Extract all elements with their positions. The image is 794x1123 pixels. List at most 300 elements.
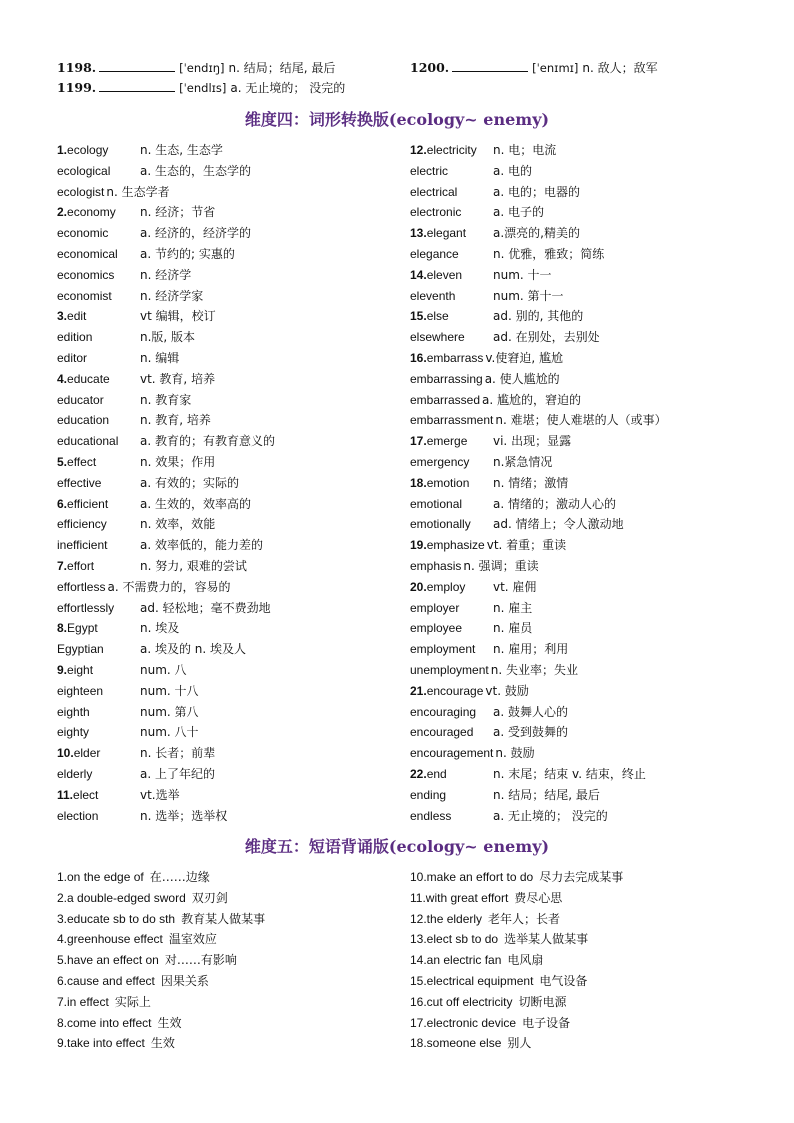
word-meaning: vt. 鼓励 — [485, 683, 529, 698]
word-meaning: a. 使人尴尬的 — [484, 371, 560, 386]
word-meaning: a. 无止境的； 没完的 — [493, 808, 608, 823]
word-number: 8. — [57, 621, 68, 636]
word-text: economical — [57, 246, 118, 261]
meaning: a. 无止境的； 没完的 — [230, 81, 346, 95]
word-entry — [57, 202, 427, 223]
word-term — [410, 806, 493, 827]
word-term — [57, 743, 140, 764]
word-text: economics — [57, 267, 115, 282]
word-number: 20. — [410, 579, 427, 594]
word-entry — [410, 369, 780, 390]
word-entry — [410, 140, 780, 161]
word-entry — [410, 494, 780, 515]
word-meaning: vt. 着重；重读 — [486, 538, 567, 553]
word-text: elsewhere — [410, 330, 465, 345]
word-text: effortlessly — [57, 600, 115, 615]
word-term — [410, 431, 493, 452]
word-meaning: n. 结局；结尾, 最后 — [493, 787, 600, 802]
word-term — [410, 348, 483, 369]
word-text: embarrassment — [410, 413, 494, 428]
word-text: emotional — [410, 496, 463, 511]
word-number: 16. — [410, 350, 427, 365]
word-term — [410, 452, 493, 473]
word-term — [410, 410, 493, 431]
answer-blank[interactable] — [99, 61, 175, 72]
word-entry — [410, 556, 780, 577]
word-text: emotion — [426, 475, 470, 490]
word-number: 13. — [410, 226, 427, 241]
word-entry — [57, 702, 427, 723]
word-text: editor — [57, 350, 88, 365]
word-entry — [57, 660, 427, 681]
word-entry — [57, 598, 427, 619]
phrase-english: 4.greenhouse effect — [57, 932, 163, 947]
word-term — [57, 639, 140, 660]
word-entry — [410, 265, 780, 286]
word-entry — [410, 202, 780, 223]
word-text: efficient — [67, 496, 109, 511]
word-meaning: n. 情绪；激情 — [493, 475, 569, 490]
word-meaning: a. 电的 — [493, 163, 532, 178]
phrase-chinese: 电子设备 — [522, 1015, 571, 1030]
word-meaning: n. 教育, 培养 — [140, 413, 211, 428]
phrase-entry — [410, 909, 780, 930]
phrase-entry — [57, 909, 427, 930]
word-meaning: n. 优雅，雅致；简练 — [493, 246, 605, 261]
word-term — [410, 327, 493, 348]
word-meaning: a. 经济的，经济学的 — [140, 226, 251, 241]
word-entry — [410, 161, 780, 182]
word-entry — [57, 806, 427, 827]
word-meaning: vt 编辑，校订 — [140, 309, 216, 324]
word-text: ecologist — [57, 184, 105, 199]
word-text: emerge — [426, 434, 468, 449]
word-number: 1. — [57, 143, 68, 157]
word-meaning: a. 生效的，效率高的 — [140, 496, 251, 511]
answer-blank[interactable] — [452, 61, 528, 72]
word-text: else — [426, 309, 449, 324]
word-meaning: n.紧急情况 — [493, 454, 553, 469]
word-meaning: a. 尴尬的，窘迫的 — [482, 392, 582, 407]
word-meaning: a. 上了年纪的 — [140, 766, 215, 781]
word-text: eight — [67, 662, 94, 677]
word-term — [57, 764, 140, 785]
word-meaning: n. 效率，效能 — [140, 517, 216, 532]
word-term — [57, 598, 140, 619]
word-meaning: ad. 情绪上；令人激动地 — [493, 517, 624, 532]
phrase-english: 14.an electric fan — [410, 953, 502, 968]
word-text: employment — [410, 642, 476, 657]
phrase-entry — [57, 971, 427, 992]
phrase-entry — [57, 867, 427, 888]
word-number: 15. — [410, 309, 427, 324]
word-term — [57, 785, 140, 806]
phrase-english: 3.educate sb to do sth — [57, 911, 176, 926]
word-number: 5. — [57, 454, 68, 469]
word-meaning: a. 节约的; 实惠的 — [140, 246, 235, 261]
word-meaning: v.使窘迫, 尴尬 — [485, 350, 563, 365]
word-text: effective — [57, 475, 102, 490]
word-term — [57, 660, 140, 681]
word-text: Egypt — [67, 621, 98, 636]
word-entry — [410, 806, 780, 827]
word-meaning: n. 编辑 — [140, 350, 180, 365]
word-entry — [410, 681, 780, 702]
word-entry — [57, 494, 427, 515]
word-meaning: num. 十一 — [493, 267, 552, 282]
word-text: end — [426, 766, 447, 781]
word-term — [57, 161, 140, 182]
word-term — [57, 265, 140, 286]
word-entry — [57, 535, 427, 556]
word-text: election — [57, 808, 99, 823]
word-entry — [57, 369, 427, 390]
phonetic: [ˈenɪmɪ] — [532, 61, 579, 75]
word-term — [57, 722, 140, 743]
word-meaning: n. 经济；节省 — [140, 205, 216, 220]
phrase-entry — [57, 950, 427, 971]
word-term — [410, 556, 461, 577]
phrase-chinese: 双刃剑 — [191, 890, 228, 905]
word-entry — [57, 514, 427, 535]
word-meaning: n. 失业率；失业 — [490, 662, 578, 677]
phrase-entry — [410, 992, 780, 1013]
word-term — [410, 265, 493, 286]
word-text: inefficient — [57, 538, 108, 553]
word-entry — [57, 244, 427, 265]
word-term — [410, 598, 493, 619]
phrase-chinese: 生效 — [157, 1015, 182, 1030]
word-number: 11. — [57, 787, 74, 802]
word-entry — [57, 286, 427, 307]
word-meaning: n. 生态学者 — [106, 184, 170, 199]
word-text: electric — [410, 163, 449, 178]
phrase-entry — [57, 1033, 427, 1054]
word-term — [410, 140, 493, 161]
word-entry — [57, 182, 427, 203]
word-meaning: n. 长者；前辈 — [140, 746, 216, 761]
word-text: electrical — [410, 184, 458, 199]
word-meaning: vt. 雇佣 — [493, 579, 537, 594]
word-entry — [410, 410, 780, 431]
meaning: n. 结局；结尾, 最后 — [228, 61, 336, 75]
word-entry — [410, 764, 780, 785]
word-term — [57, 410, 140, 431]
word-term — [57, 348, 140, 369]
word-text: encourage — [426, 683, 484, 698]
word-entry — [410, 223, 780, 244]
phrase-english: 16.cut off electricity — [410, 994, 513, 1009]
phrase-chinese: 选举某人做某事 — [504, 932, 589, 947]
word-entry — [57, 431, 427, 452]
word-term — [410, 764, 493, 785]
word-term — [57, 806, 140, 827]
word-meaning: n. 难堪；使人难堪的人（或事） — [495, 413, 667, 428]
phrase-chinese: 在……边缘 — [149, 870, 210, 884]
word-entry — [57, 348, 427, 369]
word-text: eleventh — [410, 288, 456, 303]
word-meaning: a.漂亮的,精美的 — [493, 226, 580, 241]
word-entry — [410, 390, 780, 411]
section-4-title: 维度四：词形转换版(ecology~ enemy) — [244, 110, 550, 129]
word-text: encouragement — [410, 746, 494, 761]
phrase-chinese: 切断电源 — [518, 994, 567, 1009]
word-text: eighth — [57, 704, 90, 719]
word-meaning: n. 教育家 — [140, 392, 192, 407]
word-number: 4. — [57, 371, 68, 386]
word-entry — [410, 618, 780, 639]
word-entry — [410, 660, 780, 681]
phrase-english: 17.electronic device — [410, 1015, 517, 1030]
word-meaning: n. 末尾；结束 v. 结束，终止 — [493, 766, 646, 781]
word-entry — [57, 577, 427, 598]
word-entry — [57, 556, 427, 577]
word-term — [57, 577, 105, 598]
word-term — [57, 369, 140, 390]
word-entry — [410, 182, 780, 203]
word-entry — [57, 223, 427, 244]
word-text: ending — [410, 787, 447, 802]
word-number: 3. — [57, 309, 68, 324]
phrase-entry — [57, 992, 427, 1013]
word-text: electronic — [410, 205, 462, 220]
word-text: effort — [67, 558, 95, 573]
word-text: endless — [410, 808, 452, 823]
word-forms-right-column — [410, 140, 780, 826]
word-term — [57, 702, 140, 723]
word-meaning: a. 电子的 — [493, 205, 544, 220]
word-meaning: n. 电；电流 — [493, 143, 557, 157]
phrase-chinese: 别人 — [507, 1036, 532, 1051]
word-text: unemployment — [410, 662, 489, 677]
word-text: elder — [73, 746, 101, 761]
word-text: emotionally — [410, 517, 471, 532]
word-term — [410, 223, 493, 244]
word-number: 12. — [410, 143, 427, 157]
word-text: encouraging — [410, 704, 477, 719]
word-text: emphasis — [410, 558, 462, 573]
phrase-chinese: 实际上 — [114, 994, 151, 1009]
word-term — [410, 494, 493, 515]
phrase-entry — [410, 1013, 780, 1034]
word-term — [410, 743, 493, 764]
word-text: employer — [410, 600, 460, 615]
word-text: elegant — [426, 226, 467, 241]
word-text: elect — [73, 787, 99, 802]
word-meaning: vi. 出现；显露 — [493, 434, 572, 449]
phrase-english: 15.electrical equipment — [410, 973, 534, 988]
word-number: 19. — [410, 538, 427, 553]
word-term — [57, 618, 140, 639]
word-text: educational — [57, 434, 119, 449]
word-term — [410, 577, 493, 598]
phrase-english: 18.someone else — [410, 1036, 502, 1051]
phrase-entry — [410, 867, 780, 888]
word-meaning: vt.选举 — [140, 787, 180, 802]
word-meaning: a. 埃及的 n. 埃及人 — [140, 642, 247, 657]
word-number: 21. — [410, 683, 427, 698]
word-number: 7. — [57, 558, 68, 573]
phrase-chinese: 费尽心思 — [514, 890, 563, 905]
phrase-chinese: 温室效应 — [168, 932, 217, 947]
word-entry — [410, 785, 780, 806]
phrase-english: 12.the elderly — [410, 911, 483, 926]
phrase-entry — [410, 888, 780, 909]
word-meaning: num. 八十 — [140, 725, 199, 740]
word-meaning: n. 鼓励 — [495, 746, 535, 761]
word-text: edit — [67, 309, 87, 324]
word-meaning: num. 十八 — [140, 683, 199, 698]
word-number: 14. — [410, 267, 427, 282]
phrase-entry — [57, 929, 427, 950]
word-text: emphasize — [426, 538, 485, 553]
word-text: emergency — [410, 454, 470, 469]
phrase-chinese: 电气设备 — [539, 973, 588, 988]
word-entry — [57, 764, 427, 785]
word-term — [410, 722, 493, 743]
word-text: embarrassed — [410, 392, 481, 407]
word-entry — [57, 410, 427, 431]
word-term — [57, 327, 140, 348]
word-meaning: n.版, 版本 — [140, 330, 196, 345]
word-text: ecology — [67, 143, 109, 157]
word-term — [410, 244, 493, 265]
word-term — [57, 535, 140, 556]
word-number: 6. — [57, 496, 68, 511]
phrase-chinese: 因果关系 — [160, 973, 209, 988]
word-term — [410, 286, 493, 307]
word-term — [410, 473, 493, 494]
phrase-chinese: 电风扇 — [507, 953, 544, 968]
word-meaning: ad. 在别处，去别处 — [493, 330, 600, 345]
phrase-entry — [57, 1013, 427, 1034]
word-term — [57, 202, 140, 223]
word-meaning: num. 第八 — [140, 704, 199, 719]
word-text: Egyptian — [57, 642, 104, 657]
word-meaning: a. 生态的，生态学的 — [140, 163, 251, 178]
word-term — [57, 431, 140, 452]
word-entry — [410, 286, 780, 307]
word-number: 22. — [410, 766, 427, 781]
phrase-english: 8.come into effect — [57, 1015, 152, 1030]
word-term — [57, 306, 140, 327]
word-entry — [57, 681, 427, 702]
phrase-english: 10.make an effort to do — [410, 870, 534, 884]
word-meaning: a. 有效的；实际的 — [140, 475, 239, 490]
word-text: ecological — [57, 163, 111, 178]
word-entry — [57, 785, 427, 806]
word-meaning: num. 八 — [140, 662, 187, 677]
word-entry — [57, 306, 427, 327]
item-number: 1199. — [57, 80, 97, 95]
word-number: 2. — [57, 205, 68, 220]
phrase-entry — [410, 950, 780, 971]
word-meaning: n. 雇员 — [493, 621, 533, 636]
word-meaning: n. 选举；选举权 — [140, 808, 228, 823]
word-meaning: a. 电的；电器的 — [493, 184, 580, 199]
word-term — [410, 660, 489, 681]
word-term — [57, 473, 140, 494]
word-number: 18. — [410, 475, 427, 490]
word-number: 9. — [57, 662, 68, 677]
word-meaning: n. 经济学 — [140, 267, 192, 282]
meaning: n. 敌人；敌军 — [582, 61, 658, 75]
word-forms-left-column — [57, 140, 427, 826]
word-entry — [410, 535, 780, 556]
word-meaning: n. 效果；作用 — [140, 454, 216, 469]
word-entry — [410, 702, 780, 723]
word-entry — [57, 743, 427, 764]
answer-blank[interactable] — [99, 81, 175, 92]
word-number: 10. — [57, 746, 74, 761]
word-entry — [410, 598, 780, 619]
word-meaning: n. 雇主 — [493, 600, 533, 615]
word-entry — [410, 306, 780, 327]
phrase-english: 9.take into effect — [57, 1036, 145, 1051]
word-entry — [57, 722, 427, 743]
word-meaning: num. 第十一 — [493, 288, 564, 303]
word-term — [410, 681, 483, 702]
word-meaning: n. 努力, 艰难的尝试 — [140, 558, 247, 573]
word-text: eighteen — [57, 683, 104, 698]
phrase-english: 11.with great effort — [410, 890, 509, 905]
phrase-english: 7.in effect — [57, 994, 109, 1009]
word-term — [410, 369, 483, 390]
blank-item-1198 — [57, 60, 335, 76]
word-entry — [57, 618, 427, 639]
phrase-chinese: 尽力去完成某事 — [539, 870, 624, 884]
phrase-chinese: 生效 — [150, 1036, 175, 1051]
word-text: educator — [57, 392, 104, 407]
word-meaning: a. 效率低的，能力差的 — [140, 538, 263, 553]
word-meaning: ad. 别的, 其他的 — [493, 309, 584, 324]
word-text: educate — [67, 371, 110, 386]
word-text: education — [57, 413, 110, 428]
blank-item-1199 — [57, 80, 345, 96]
word-text: eighty — [57, 725, 90, 740]
word-meaning: ad. 轻松地；毫不费劲地 — [140, 600, 271, 615]
word-term — [410, 514, 493, 535]
phrase-chinese: 对……有影响 — [164, 953, 237, 968]
word-text: economist — [57, 288, 112, 303]
word-term — [410, 785, 493, 806]
phrase-chinese: 教育某人做某事 — [181, 911, 266, 926]
word-text: elderly — [57, 766, 93, 781]
word-meaning: a. 鼓舞人心的 — [493, 704, 568, 719]
phrases-right-column — [410, 867, 780, 1054]
word-text: embarrass — [426, 350, 484, 365]
word-term — [57, 681, 140, 702]
word-meaning: a. 受到鼓舞的 — [493, 725, 568, 740]
word-term — [410, 161, 493, 182]
word-text: effect — [67, 454, 97, 469]
word-term — [410, 202, 493, 223]
word-entry — [57, 140, 427, 161]
word-entry — [57, 265, 427, 286]
word-entry — [410, 473, 780, 494]
word-meaning: n. 经济学家 — [140, 288, 204, 303]
word-text: encouraged — [410, 725, 474, 740]
word-meaning: n. 埃及 — [140, 621, 180, 636]
word-entry — [410, 244, 780, 265]
word-term — [57, 182, 104, 203]
word-meaning: a. 教育的；有教育意义的 — [140, 434, 275, 449]
word-entry — [410, 431, 780, 452]
word-entry — [410, 452, 780, 473]
word-text: economic — [57, 226, 109, 241]
word-text: economy — [67, 205, 116, 220]
phrase-entry — [410, 971, 780, 992]
